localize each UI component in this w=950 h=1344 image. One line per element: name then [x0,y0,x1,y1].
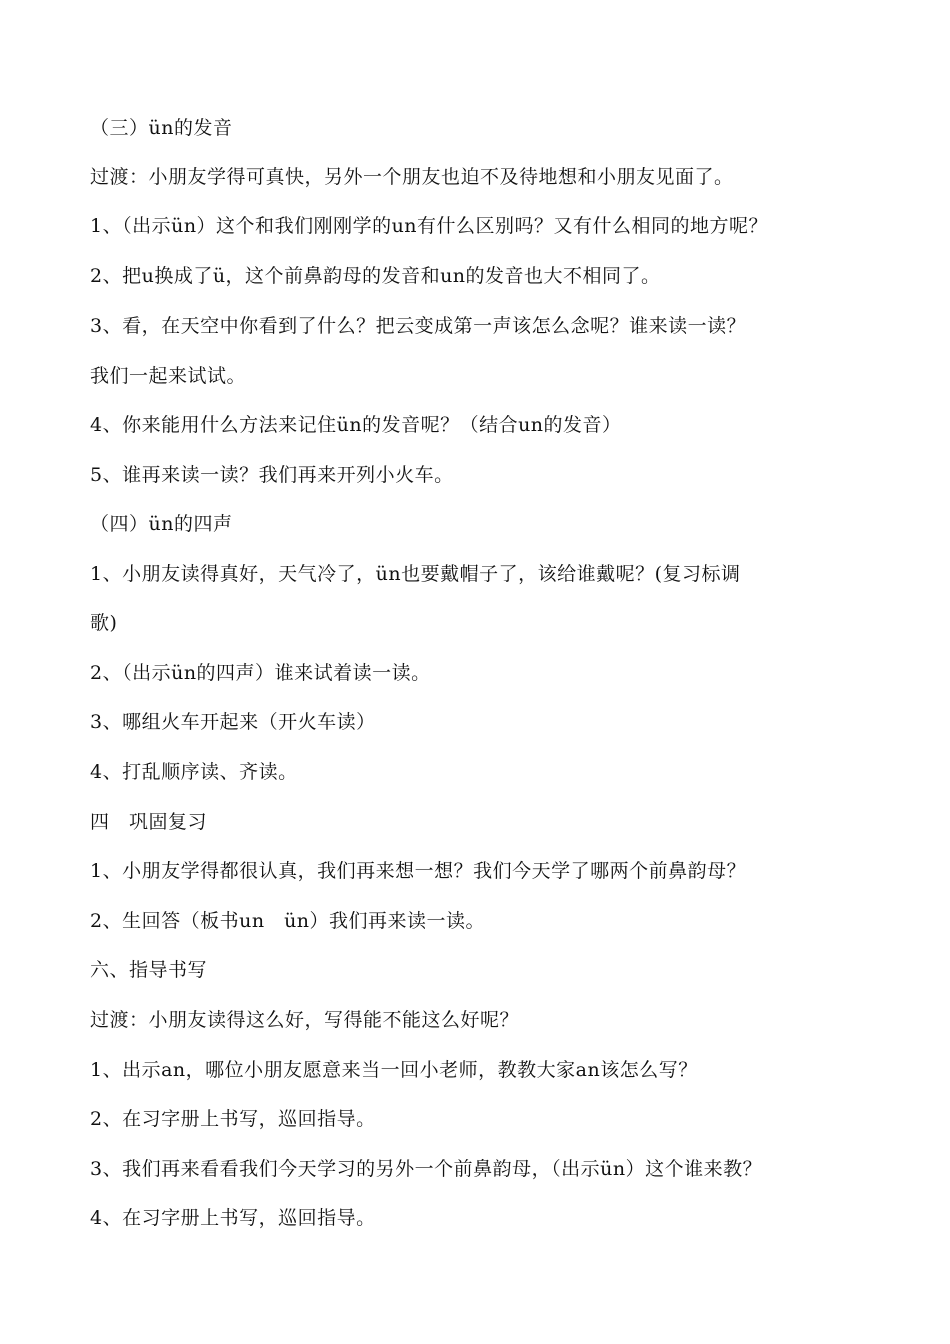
section-heading-writing: 六、指导书写 [90,959,208,981]
text-line: 4、在习字册上书写，巡回指导。 [90,1207,376,1229]
text-line: 歌) [90,612,118,634]
text-line: 2、在习字册上书写，巡回指导。 [90,1108,376,1130]
text-line: 4、你来能用什么方法来记住ün的发音呢？（结合un的发音） [90,414,622,436]
text-line: 5、谁再来读一读？我们再来开列小火车。 [90,464,454,486]
text-line: 3、我们再来看看我们今天学习的另外一个前鼻韵母，（出示ün）这个谁来教？ [90,1158,763,1180]
text-line: 2、生回答（板书un ün）我们再来读一读。 [90,910,486,932]
text-line: 3、哪组火车开起来（开火车读） [90,711,376,733]
text-line: 1、小朋友学得都很认真，我们再来想一想？我们今天学了哪两个前鼻韵母？ [90,860,747,882]
section-heading-un-pronunciation: （三）ün的发音 [90,117,233,139]
text-line: 3、看，在天空中你看到了什么？把云变成第一声该怎么念呢？谁来读一读？ [90,315,747,337]
text-line: 1、出示an，哪位小朋友愿意来当一回小老师，教教大家an该怎么写？ [90,1059,698,1081]
text-line: 2、把u换成了ü，这个前鼻韵母的发音和un的发音也大不相同了。 [90,265,661,287]
text-line: 1、（出示ün）这个和我们刚刚学的un有什么区别吗？又有什么相同的地方呢？ [90,215,769,237]
text-line: 1、小朋友读得真好，天气冷了，ün也要戴帽子了，该给谁戴呢？(复习标调 [90,563,741,585]
text-line: 2、（出示ün的四声）谁来试着读一读。 [90,662,431,684]
section-heading-un-four-tones: （四）ün的四声 [90,513,233,535]
text-line: 我们一起来试试。 [90,365,247,387]
text-line: 4、打乱顺序读、齐读。 [90,761,298,783]
text-line: 过渡：小朋友读得这么好，写得能不能这么好呢？ [90,1009,520,1031]
text-line: 过渡：小朋友学得可真快，另外一个朋友也迫不及待地想和小朋友见面了。 [90,166,734,188]
section-heading-review: 四 巩固复习 [90,811,208,833]
